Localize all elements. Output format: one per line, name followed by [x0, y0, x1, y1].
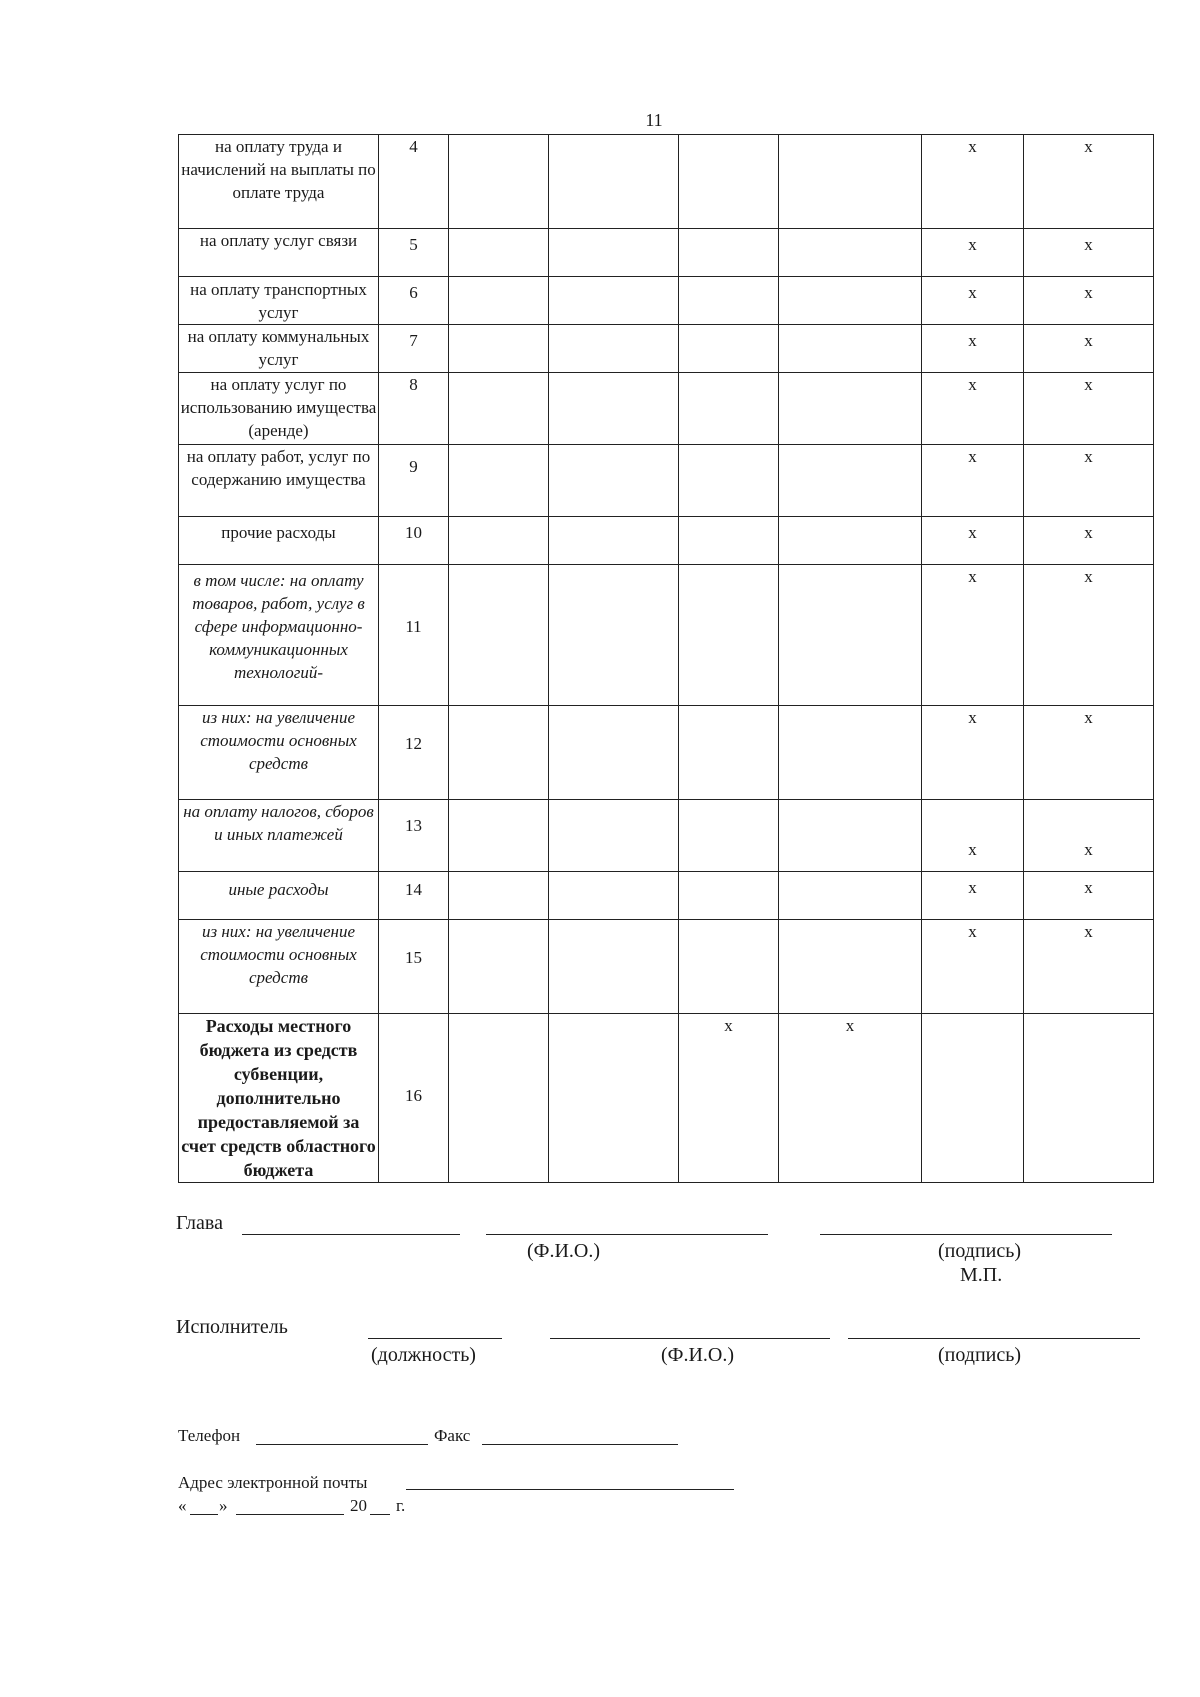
table-cell — [679, 229, 779, 277]
row-number: 12 — [379, 706, 449, 800]
fax-label: Факс — [434, 1426, 471, 1445]
email-label: Адрес электронной почты — [178, 1473, 368, 1492]
table-cell — [679, 135, 779, 229]
table-cell — [549, 1014, 679, 1183]
head-fio-line[interactable] — [486, 1234, 768, 1235]
table-row — [179, 135, 1154, 229]
table-cell: x — [922, 229, 1024, 277]
signature-caption: (подпись) — [938, 1240, 1022, 1262]
executor-position-line[interactable] — [368, 1338, 502, 1339]
table-cell — [449, 229, 549, 277]
table-cell: x — [1024, 229, 1154, 277]
table-cell: x — [1024, 325, 1154, 373]
table-cell: x — [1024, 565, 1154, 706]
table-cell: x — [1024, 517, 1154, 565]
row-name: из них: на увеличение стоимости основных средств — [179, 920, 379, 1014]
table-cell: x — [1024, 920, 1154, 1014]
table-cell — [779, 277, 922, 325]
table-row — [179, 229, 1154, 277]
table-cell — [679, 800, 779, 872]
table-cell: x — [922, 373, 1024, 445]
expenses-table — [178, 134, 1154, 1183]
table-cell — [449, 325, 549, 373]
table-cell: x — [922, 135, 1024, 229]
table-cell: x — [1024, 800, 1154, 872]
table-cell — [449, 565, 549, 706]
head-signature-line[interactable] — [820, 1234, 1112, 1235]
row-name: прочие расходы — [179, 517, 379, 565]
fio-caption: (Ф.И.О.) — [527, 1240, 601, 1262]
table-row — [179, 565, 1154, 706]
table-cell — [549, 277, 679, 325]
row-name: на оплату налогов, сборов и иных платежей — [179, 800, 379, 872]
table-cell — [449, 135, 549, 229]
executor-label: Исполнитель — [176, 1316, 288, 1338]
table-cell: x — [922, 277, 1024, 325]
table-cell: x — [922, 872, 1024, 920]
table-row — [179, 277, 1154, 325]
fax-field[interactable] — [482, 1444, 678, 1445]
table-cell — [679, 325, 779, 373]
head-label: Глава — [176, 1212, 223, 1234]
row-name: в том числе: на оплату товаров, работ, услуг в сфере информационно-коммуникационных технологий- — [179, 565, 379, 706]
date-year-prefix: 20 — [350, 1496, 367, 1515]
row-name: на оплату работ, услуг по содержанию имущества — [179, 445, 379, 517]
table-cell — [779, 565, 922, 706]
table-cell — [549, 135, 679, 229]
table-cell — [449, 277, 549, 325]
stamp-caption: М.П. — [960, 1264, 1003, 1286]
table-cell: x — [779, 1014, 922, 1183]
table-cell — [549, 517, 679, 565]
date-close-quote: » — [219, 1496, 228, 1515]
fio-caption-2: (Ф.И.О.) — [661, 1344, 735, 1366]
table-cell — [679, 517, 779, 565]
row-name: на оплату коммунальных услуг — [179, 325, 379, 373]
table-cell: x — [922, 920, 1024, 1014]
table-cell — [779, 920, 922, 1014]
table-cell — [679, 277, 779, 325]
page-number: 11 — [645, 110, 663, 130]
table-cell: x — [679, 1014, 779, 1183]
table-cell: x — [922, 517, 1024, 565]
table-cell: x — [922, 706, 1024, 800]
table-cell — [549, 565, 679, 706]
row-name: на оплату транспортных услуг — [179, 277, 379, 325]
date-year-field[interactable] — [370, 1514, 390, 1515]
row-name: на оплату услуг связи — [179, 229, 379, 277]
table-row — [179, 706, 1154, 800]
table-cell — [679, 445, 779, 517]
row-name: на оплату труда и начислений на выплаты по оплате труда — [179, 135, 379, 229]
table-cell: x — [1024, 872, 1154, 920]
table-cell: x — [1024, 135, 1154, 229]
table-cell — [449, 706, 549, 800]
table-row — [179, 872, 1154, 920]
date-day-field[interactable] — [190, 1514, 218, 1515]
row-number: 13 — [379, 800, 449, 872]
date-month-field[interactable] — [236, 1514, 344, 1515]
email-field[interactable] — [406, 1489, 734, 1490]
table-row — [179, 1014, 1154, 1183]
date-open-quote: « — [178, 1496, 187, 1515]
table-cell: x — [922, 800, 1024, 872]
table-row — [179, 920, 1154, 1014]
table-cell — [779, 135, 922, 229]
table-cell: x — [922, 325, 1024, 373]
table-cell — [449, 445, 549, 517]
table-cell — [449, 920, 549, 1014]
table-cell: x — [922, 565, 1024, 706]
row-number: 7 — [379, 325, 449, 373]
executor-signature-line[interactable] — [848, 1338, 1140, 1339]
table-row — [179, 517, 1154, 565]
table-cell — [549, 872, 679, 920]
table-cell — [549, 445, 679, 517]
row-number: 9 — [379, 445, 449, 517]
table-row — [179, 800, 1154, 872]
row-number: 10 — [379, 517, 449, 565]
table-cell — [679, 872, 779, 920]
table-cell — [549, 229, 679, 277]
row-number: 11 — [379, 565, 449, 706]
date-year-suffix: г. — [396, 1496, 406, 1515]
table-cell — [779, 706, 922, 800]
table-cell — [779, 325, 922, 373]
row-name: из них: на увеличение стоимости основных средств — [179, 706, 379, 800]
table-cell — [549, 325, 679, 373]
phone-field[interactable] — [256, 1444, 428, 1445]
row-number: 15 — [379, 920, 449, 1014]
table-cell — [779, 373, 922, 445]
table-cell — [679, 373, 779, 445]
table-cell — [779, 229, 922, 277]
table-cell — [549, 706, 679, 800]
table-cell — [449, 1014, 549, 1183]
table-cell: x — [1024, 277, 1154, 325]
row-number: 8 — [379, 373, 449, 445]
table-cell — [922, 1014, 1024, 1183]
table-cell — [449, 373, 549, 445]
table-cell — [679, 565, 779, 706]
table-cell — [779, 800, 922, 872]
table-cell — [679, 920, 779, 1014]
table-cell — [679, 706, 779, 800]
row-name: Расходы местного бюджета из средств субвенции, дополнительно предоставляемой за счет средств областного бюджета — [179, 1014, 379, 1183]
table-row — [179, 373, 1154, 445]
table-cell — [449, 517, 549, 565]
table-cell — [549, 800, 679, 872]
table-cell — [549, 373, 679, 445]
row-number: 16 — [379, 1014, 449, 1183]
signature-caption-2: (подпись) — [938, 1344, 1022, 1366]
table-cell: x — [1024, 373, 1154, 445]
table-cell: x — [922, 445, 1024, 517]
table-cell — [449, 872, 549, 920]
table-cell: x — [1024, 445, 1154, 517]
phone-label: Телефон — [178, 1426, 241, 1445]
position-caption: (должность) — [371, 1344, 476, 1366]
table-cell — [1024, 1014, 1154, 1183]
row-name: на оплату услуг по использованию имущества (аренде) — [179, 373, 379, 445]
table-cell — [549, 920, 679, 1014]
table-row — [179, 325, 1154, 373]
executor-fio-line[interactable] — [550, 1338, 830, 1339]
row-number: 5 — [379, 229, 449, 277]
row-number: 14 — [379, 872, 449, 920]
row-number: 6 — [379, 277, 449, 325]
table-row — [179, 445, 1154, 517]
head-position-line[interactable] — [242, 1234, 460, 1235]
table-cell — [449, 800, 549, 872]
row-number: 4 — [379, 135, 449, 229]
row-name: иные расходы — [179, 872, 379, 920]
table-cell: x — [1024, 706, 1154, 800]
table-cell — [779, 445, 922, 517]
table-cell — [779, 517, 922, 565]
table-cell — [779, 872, 922, 920]
